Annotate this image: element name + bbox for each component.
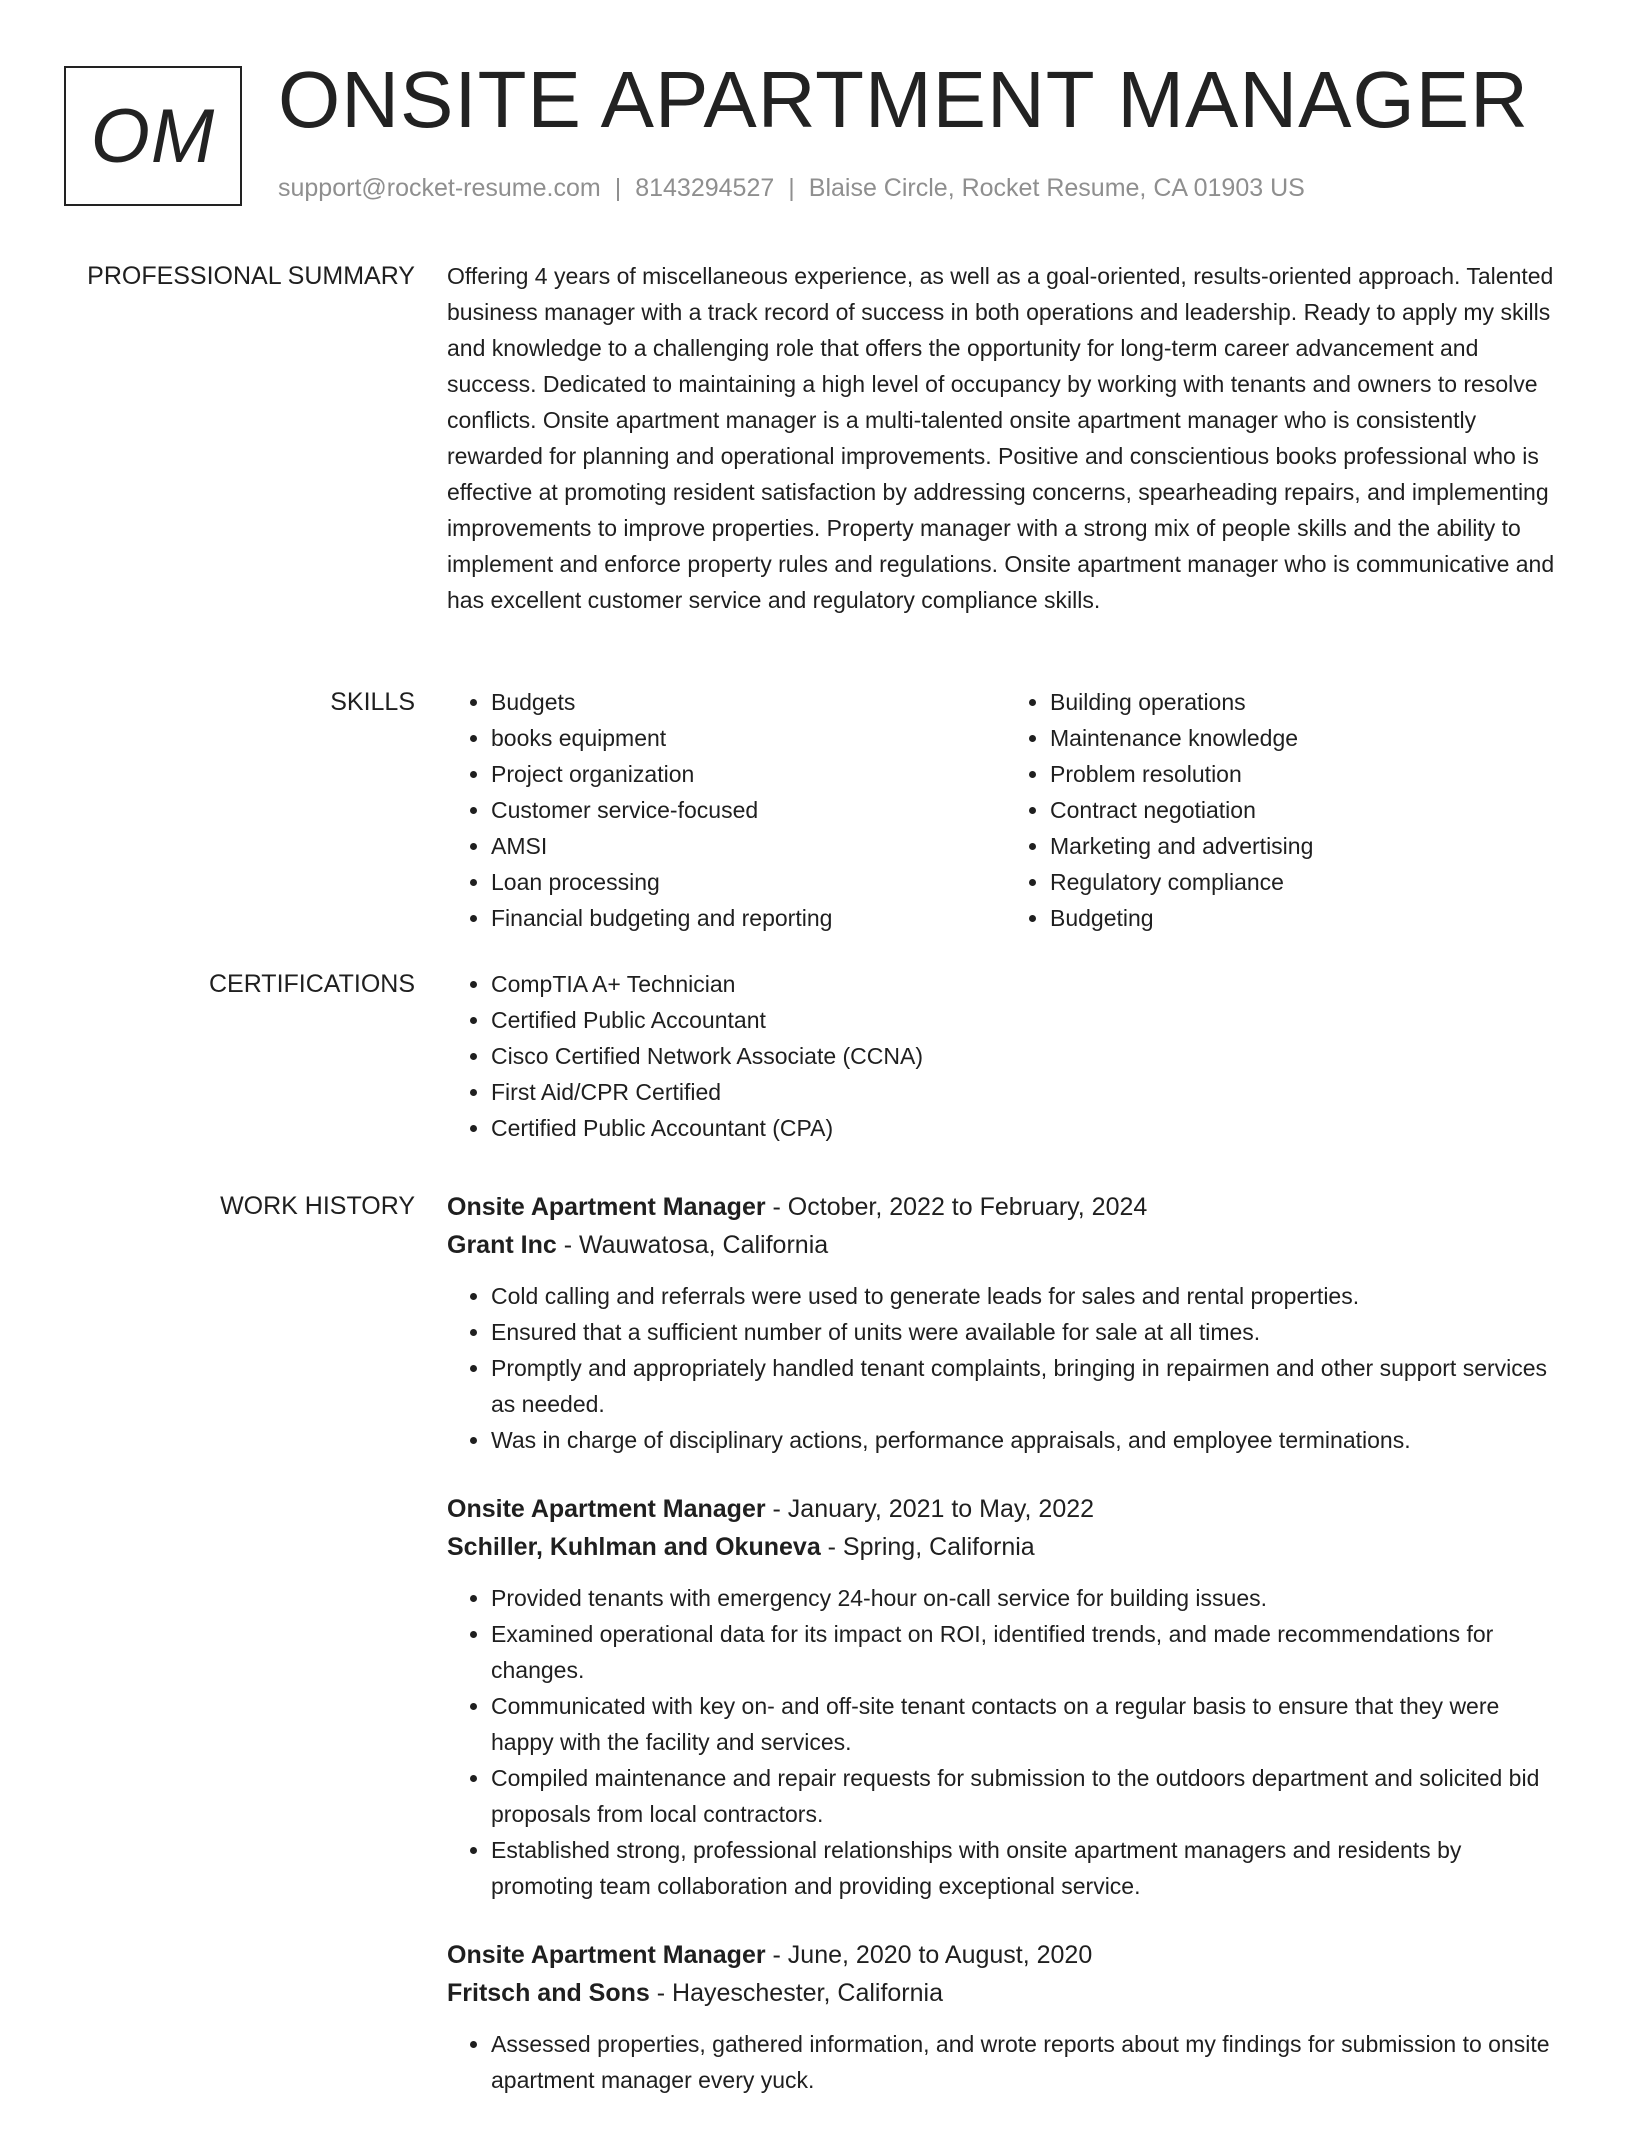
job-company-line	[447, 1226, 1565, 1264]
contact-email[interactable]: support@rocket-resume.com	[278, 174, 601, 202]
job-company: Grant Inc	[447, 1231, 557, 1259]
job-company-line	[447, 1974, 1565, 2012]
job-bullet: • Cold calling and referrals were used to generate leads for sales and rental properties.	[491, 1278, 1565, 1314]
skill-item: • Loan processing	[491, 864, 1006, 900]
skill-item: • Budgeting	[1050, 900, 1565, 936]
job-title: Onsite Apartment Manager	[447, 1193, 766, 1221]
skill-item: • books equipment	[491, 720, 1006, 756]
job-bullet: • Ensured that a sufficient number of units were available for sale at all times.	[491, 1314, 1565, 1350]
section-label-work-history: WORK HISTORY	[220, 1192, 415, 1220]
section-label-summary: PROFESSIONAL SUMMARY	[87, 262, 415, 290]
skill-item: • Financial budgeting and reporting	[491, 900, 1006, 936]
certifications-list	[447, 966, 1565, 1146]
summary-text: Offering 4 years of miscellaneous experience, as well as a goal-oriented, results-oriented approach. Talented business manager with a track record of success in both operations and leadership. Ready to apply my skills and knowledge to a challenging role that offers the opportunity for long-term career advancement and success. Dedicated to maintaining a high level of occupancy by working with tenants and owners to resolve conflicts. Onsite apartment manager is a multi-talented onsite apartment manager who is consistently rewarded for planning and operational improvements. Positive and conscientious books professional who is effective at promoting resident satisfaction by addressing concerns, spearheading repairs, and implementing improvements to improve properties. Property manager with a strong mix of people skills and the ability to implement and enforce property rules and regulations. Onsite apartment manager who is communicative and has excellent customer service and regulatory compliance skills.	[447, 263, 1555, 613]
job-location: - Hayeschester, California	[649, 1979, 943, 2007]
monogram-logo: OM	[64, 66, 242, 206]
job-title: Onsite Apartment Manager	[447, 1495, 766, 1523]
certification-item: • CompTIA A+ Technician	[491, 966, 1565, 1002]
job-title-line	[447, 1188, 1565, 1226]
contact-separator: |	[788, 174, 795, 202]
skill-item: • AMSI	[491, 828, 1006, 864]
skill-item: • Regulatory compliance	[1050, 864, 1565, 900]
job-title: Onsite Apartment Manager	[447, 1941, 766, 1969]
job-bullet: • Promptly and appropriately handled tenant complaints, bringing in repairmen and other support services as needed.	[491, 1350, 1565, 1422]
section-label-skills: SKILLS	[330, 688, 415, 716]
certification-item: • Certified Public Accountant (CPA)	[491, 1110, 1565, 1146]
certification-item: • First Aid/CPR Certified	[491, 1074, 1565, 1110]
job-bullets	[447, 1580, 1565, 1904]
job-company-line	[447, 1528, 1565, 1566]
job-bullet: • Examined operational data for its impact on ROI, identified trends, and made recommendations for changes.	[491, 1616, 1565, 1688]
job-title-line	[447, 1936, 1565, 1974]
certification-item: • Cisco Certified Network Associate (CCNA)	[491, 1038, 1565, 1074]
job-company: Fritsch and Sons	[447, 1979, 650, 2007]
job-company: Schiller, Kuhlman and Okuneva	[447, 1533, 821, 1561]
skill-item: • Building operations	[1050, 684, 1565, 720]
certifications-body	[447, 966, 1565, 1146]
skill-item: • Customer service-focused	[491, 792, 1006, 828]
skill-item: • Budgets	[491, 684, 1006, 720]
skill-item: • Marketing and advertising	[1050, 828, 1565, 864]
contact-address: Blaise Circle, Rocket Resume, CA 01903 US	[808, 174, 1305, 202]
job-title-line	[447, 1490, 1565, 1528]
job-location: - Wauwatosa, California	[556, 1231, 829, 1259]
job-entry	[447, 1936, 1565, 2098]
job-dates: - October, 2022 to February, 2024	[765, 1193, 1148, 1221]
work-history-body	[447, 1188, 1565, 2130]
skills-columns	[447, 684, 1565, 936]
contact-line	[278, 174, 1305, 203]
skills-list-right	[1006, 684, 1565, 936]
job-bullet: • Compiled maintenance and repair requests for submission to the outdoors department and solicited bid proposals from local contractors.	[491, 1760, 1565, 1832]
job-bullet: • Communicated with key on- and off-site tenant contacts on a regular basis to ensure that they were happy with the facility and services.	[491, 1688, 1565, 1760]
skill-item: • Problem resolution	[1050, 756, 1565, 792]
summary-body	[447, 258, 1565, 618]
certification-item: • Certified Public Accountant	[491, 1002, 1565, 1038]
job-bullets	[447, 2026, 1565, 2098]
contact-separator: |	[614, 174, 622, 202]
section-label-certifications: CERTIFICATIONS	[208, 970, 415, 998]
job-location: - Spring, California	[820, 1533, 1035, 1561]
skill-item: • Contract negotiation	[1050, 792, 1565, 828]
job-bullet: • Assessed properties, gathered information, and wrote reports about my findings for submission to onsite apartment manager every yuck.	[491, 2026, 1565, 2098]
job-dates: - June, 2020 to August, 2020	[765, 1941, 1093, 1969]
job-bullet: • Provided tenants with emergency 24-hour on-call service for building issues.	[491, 1580, 1565, 1616]
job-dates: - January, 2021 to May, 2022	[765, 1495, 1095, 1523]
job-bullet: • Established strong, professional relationships with onsite apartment managers and residents by promoting team collaboration and providing exceptional service.	[491, 1832, 1565, 1904]
job-bullet: • Was in charge of disciplinary actions, performance appraisals, and employee terminations.	[491, 1422, 1565, 1458]
skill-item: • Maintenance knowledge	[1050, 720, 1565, 756]
contact-phone[interactable]: 8143294527	[635, 174, 775, 202]
job-entry	[447, 1490, 1565, 1904]
job-entry	[447, 1188, 1565, 1458]
skill-item: • Project organization	[491, 756, 1006, 792]
resume-name-title: ONSITE APARTMENT MANAGER	[278, 55, 1529, 144]
job-bullets	[447, 1278, 1565, 1458]
skills-list-left	[447, 684, 1006, 936]
